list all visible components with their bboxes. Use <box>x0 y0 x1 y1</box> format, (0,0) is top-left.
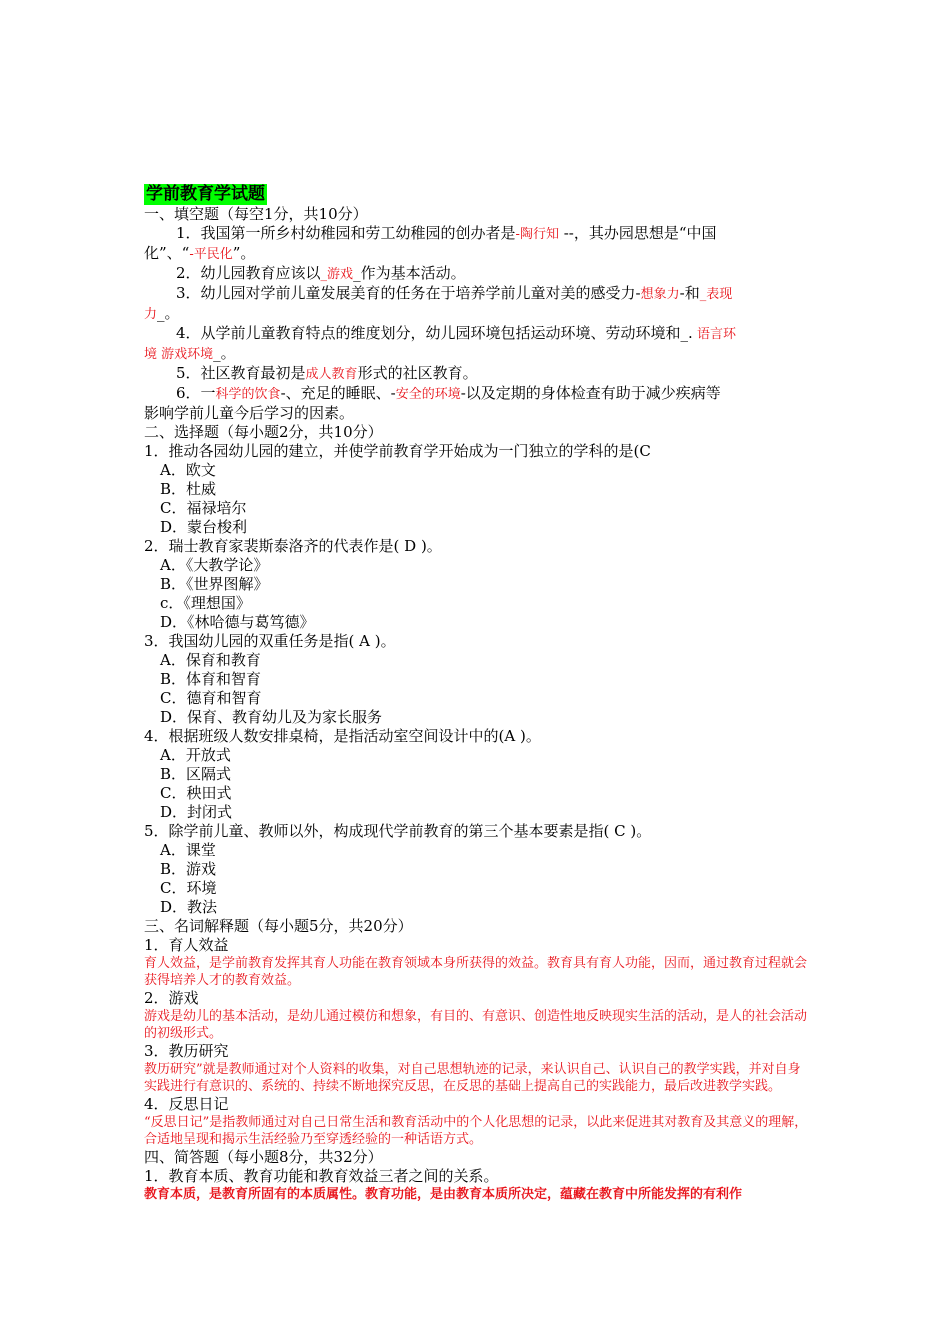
fill-question-4: 4．从学前儿童教育特点的维度划分，幼儿园环境包括运动环境、劳动环境和_. 语言环 <box>176 324 736 342</box>
answer-text: -陶行知 <box>515 227 559 242</box>
option-d: D．《林哈德与葛笃德》 <box>160 613 315 631</box>
choice-question <box>144 537 810 632</box>
section2-heading: 二、选择题（每小题2分，共10分） <box>144 423 383 441</box>
option-c: c．《理想国》 <box>160 594 251 612</box>
option-d: D．蒙台梭利 <box>160 518 248 536</box>
answer-text: 语言环 <box>692 327 736 342</box>
answer-text: 力 <box>144 307 158 322</box>
term-answer: 育人效益，是学前教育发挥其育人功能在教育领域本身所获得的效益。教育具有育人功能，因而，通过教育过程就会获得培养人才的教育效益。 <box>144 956 808 988</box>
question-stem: 5．除学前儿童、教师以外，构成现代学前教育的第三个基本要素是指( C )。 <box>144 822 652 840</box>
term-answer: 教历研究”就是教师通过对个人资料的收集，对自己思想轨迹的记录，来认识自己、认识自己的教学实践，并对自身实践进行有意识的、系统的、持续不断地探究反思，在反思的基础上提高自己的实践能力，最后改进教学实践。 <box>144 1062 801 1094</box>
choice-question <box>144 632 810 727</box>
exam-title-row <box>144 184 810 205</box>
option-c: C．环境 <box>160 879 217 897</box>
fill-question-1: 1．我国第一所乡村幼稚园和劳工幼稚园的创办者是-陶行知 --，其办园思想是“中国 <box>176 224 717 242</box>
option-c: C．德育和智育 <box>160 689 262 707</box>
answer-text: 想象力 <box>640 287 680 302</box>
option-d: D．教法 <box>160 898 218 916</box>
option-a: A．保育和教育 <box>160 651 261 669</box>
exam-title: 学前教育学试题 <box>146 184 265 204</box>
term-title: 3．教历研究 <box>144 1042 229 1060</box>
answer-text: -平民化 <box>189 247 233 262</box>
answer-text: 安全的环境 <box>395 387 461 402</box>
fill-question-6: 6．一科学的饮食-、充足的睡眠、-安全的环境-以及定期的身体检查有助于减少疾病等 <box>176 384 721 402</box>
option-c: C．秧田式 <box>160 784 232 802</box>
option-d: D．封闭式 <box>160 803 233 821</box>
choice-question <box>144 442 810 537</box>
option-a: A．《大教学论》 <box>160 556 269 574</box>
option-a: A．欧文 <box>160 461 216 479</box>
term-answer: “反思日记”是指教师通过对自己日常生活和教育活动中的个人化思想的记录，以此来促进其对教育及其意义的理解，合适地呈现和揭示生活经验乃至穿透经验的一种话语方式。 <box>144 1115 808 1147</box>
question-stem: 2．瑞士教育家裴斯泰洛齐的代表作是( D )。 <box>144 537 442 555</box>
question-stem: 1．推动各园幼儿园的建立，并使学前教育学开始成为一门独立的学科的是(C <box>144 442 651 460</box>
option-d: D．保育、教育幼儿及为家长服务 <box>160 708 383 726</box>
option-b: B．游戏 <box>160 860 217 878</box>
answer-text: 成人教育 <box>305 367 358 382</box>
answer-text: _游戏 <box>320 267 354 282</box>
option-b: B．杜威 <box>160 480 217 498</box>
fill-question-4-cont: 境 游戏环境_。 <box>144 344 236 362</box>
fill-question-3: 3．幼儿园对学前儿童发展美育的任务在于培养学前儿童对美的感受力-想象力-和_表现 <box>176 284 733 302</box>
fill-question-3-cont: 力_。 <box>144 304 180 322</box>
option-b: B．《世界图解》 <box>160 575 269 593</box>
option-a: A．开放式 <box>160 746 231 764</box>
fill-question-1-cont: 化”、“-平民化”。 <box>144 244 256 262</box>
term-answer: 游戏是幼儿的基本活动，是幼儿通过模仿和想象，有目的、有意识、创造性地反映现实生活的活动，是人的社会活动的初级形式。 <box>144 1009 808 1041</box>
fill-question-6-cont: 影响学前儿童今后学习的因素。 <box>144 404 355 422</box>
choice-question <box>144 822 810 917</box>
question-stem: 3．我国幼儿园的双重任务是指( A )。 <box>144 632 396 650</box>
term-title: 2．游戏 <box>144 989 199 1007</box>
question-stem: 4．根据班级人数安排桌椅，是指活动室空间设计中的(A )。 <box>144 727 541 745</box>
exam-document <box>144 184 810 1203</box>
fill-question-5: 5．社区教育最初是成人教育形式的社区教育。 <box>176 364 478 382</box>
option-a: A．课堂 <box>160 841 216 859</box>
option-c: C．福禄培尔 <box>160 499 247 517</box>
answer-text: _表现 <box>699 287 733 302</box>
option-b: B．体育和智育 <box>160 670 262 688</box>
term-title: 4．反思日记 <box>144 1095 229 1113</box>
section1-heading: 一、填空题（每空1分，共10分） <box>144 205 368 223</box>
section4-heading: 四、简答题（每小题8分，共32分） <box>144 1148 383 1166</box>
option-b: B．区隔式 <box>160 765 232 783</box>
short-answer-question: 1．教育本质、教育功能和教育效益三者之间的关系。 <box>144 1167 499 1185</box>
section3-heading: 三、名词解释题（每小题5分，共20分） <box>144 917 413 935</box>
answer-text: 科学的饮食 <box>215 387 281 402</box>
term-title: 1．育人效益 <box>144 936 229 954</box>
short-answer-text: 教育本质，是教育所固有的本质属性。教育功能，是由教育本质所决定，蕴藏在教育中所能发挥的有利作 <box>144 1187 743 1202</box>
fill-question-2: 2．幼儿园教育应该以_游戏_作为基本活动。 <box>176 264 466 282</box>
answer-text: 境 游戏环境 <box>144 347 214 362</box>
choice-question <box>144 727 810 822</box>
